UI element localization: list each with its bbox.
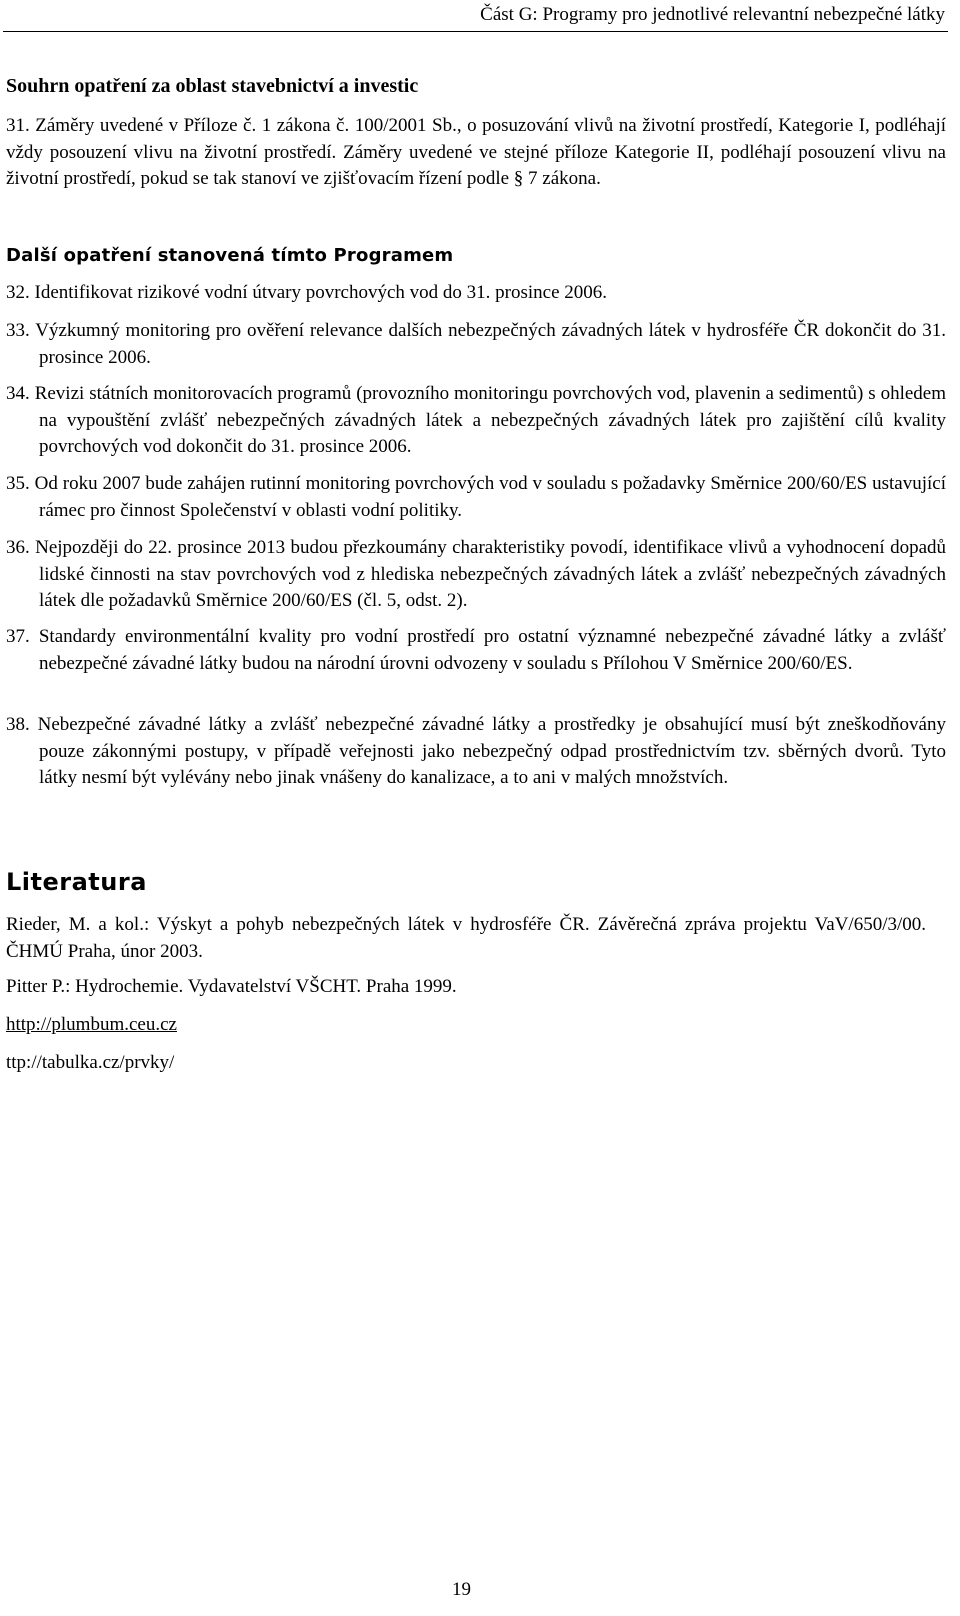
reference-link[interactable] <box>6 1012 926 1039</box>
item-34 <box>6 381 946 461</box>
item-number: 38. <box>6 714 30 735</box>
item-text: Od roku 2007 bude zahájen rutinní monitoring povrchových vod v souladu s požadavky Směrnice 200/60/ES ustavující rámec pro činnost Společenství v oblasti vodní politiky. <box>34 473 947 521</box>
running-header: Část G: Programy pro jednotlivé relevantní nebezpečné látky <box>480 4 945 25</box>
item-number: 35. <box>6 473 30 494</box>
item-number: 31. <box>6 115 30 136</box>
item-text: Revizi státních monitorovacích programů (provozního monitoringu povrchových vod, plavenin a sedimentů) s ohledem na vypouštění zvlášť nebezpečných závadných látek a nebezpečných závadných látek pro zajištění cílů kvality povrchových vod dokončit do 31. prosince 2006. <box>34 383 947 458</box>
item-number: 36. <box>6 537 30 558</box>
reference-entry: Pitter P.: Hydrochemie. Vydavatelství VŠCHT. Praha 1999. <box>6 976 457 997</box>
item-text: Identifikovat rizikové vodní útvary povrchových vod do 31. prosince 2006. <box>34 282 608 303</box>
section-heading: Souhrn opatření za oblast stavebnictví a investic <box>6 75 419 97</box>
reference-entry: ttp://tabulka.cz/prvky/ <box>6 1052 175 1073</box>
item-32 <box>6 280 946 307</box>
item-number: 34. <box>6 383 30 404</box>
page-number: 19 <box>452 1579 471 1600</box>
reference-url[interactable]: http://plumbum.ceu.cz <box>6 1014 177 1035</box>
subheading-further-measures: Další opatření stanovená tímto Programem <box>6 245 454 266</box>
item-text: Výzkumný monitoring pro ověření relevance dalších nebezpečných závadných látek v hydrosféře ČR dokončit do 31. prosince 2006. <box>35 320 946 368</box>
item-text: Nebezpečné závadné látky a zvlášť nebezpečné závadné látky a prostředky je obsahující musí být zneškodňovány pouze zákonnými postupy, v případě veřejnosti jako nebezpečný odpad prostřednictvím tzv. sběrných dvorů. Tyto látky nesmí být vylévány nebo jinak vnášeny do kanalizace, a to ani v malých množstvích. <box>37 714 946 789</box>
item-number: 37. <box>6 626 30 647</box>
literature-heading: Literatura <box>6 868 147 896</box>
item-number: 32. <box>6 282 30 303</box>
item-33 <box>6 318 946 371</box>
item-number: 33. <box>6 320 30 341</box>
reference-entry: Rieder, M. a kol.: Výskyt a pohyb nebezpečných látek v hydrosféře ČR. Závěrečná zpráva projektu VaV/650/3/00. ČHMÚ Praha, únor 2003. <box>6 914 926 962</box>
item-38 <box>6 712 946 792</box>
item-text: Nejpozději do 22. prosince 2013 budou přezkoumány charakteristiky povodí, identifikace vlivů a vyhodnocení dopadů lidské činnosti na stav povrchových vod z hlediska nebezpečných závadných látek a zvlášť nebezpečných závadných látek dle požadavků Směrnice 200/60/ES (čl. 5, odst. 2). <box>35 537 947 612</box>
header-rule <box>3 31 948 32</box>
item-text: Záměry uvedené v Příloze č. 1 zákona č. 100/2001 Sb., o posuzování vlivů na životní prostředí, Kategorie I, podléhají vždy posouzení vlivu na životní prostředí. Záměry uvedené ve stejné příloze Kategorie II, podléhají posouzení vlivu na životní prostředí, pokud se tak stanoví ve zjišťovacím řízení podle § 7 zákona. <box>6 115 946 190</box>
item-36 <box>6 535 946 615</box>
item-text: Standardy environmentální kvality pro vodní prostředí pro ostatní významné nebezpečné závadné látky a zvlášť nebezpečné závadné látky budou na národní úrovni odvozeny v souladu s Přílohou V Směrnice 200/60/ES. <box>38 626 946 674</box>
item-31 <box>6 113 946 193</box>
item-35 <box>6 471 946 524</box>
item-37 <box>6 624 946 677</box>
